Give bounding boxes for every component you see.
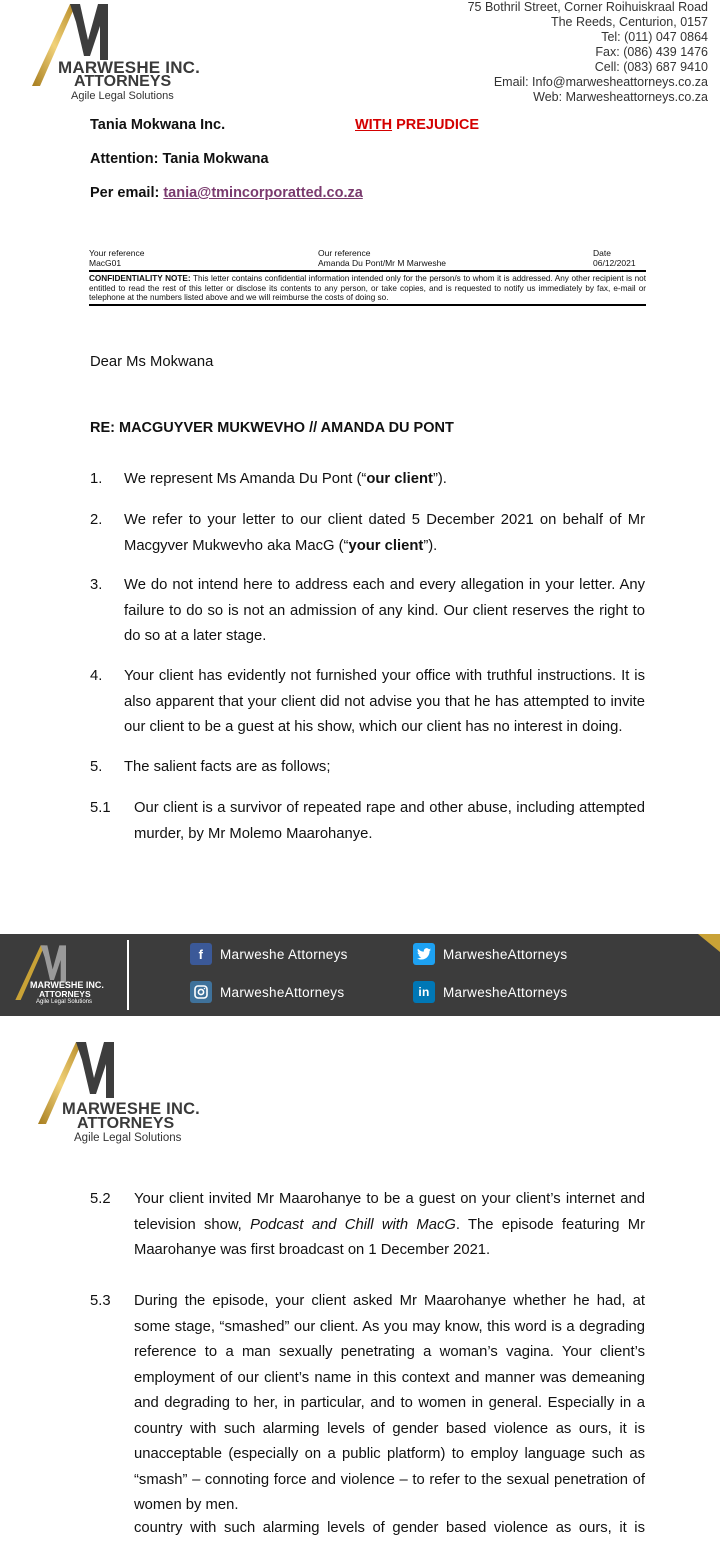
social-twitter[interactable] (413, 943, 567, 965)
contact-cell: Cell: (083) 687 9410 (594, 60, 708, 74)
para-5-2-text-c: . The episode featuring Mr Maarohanye was first broadcast on 1 December 2021. (134, 1216, 645, 1258)
para-2-number: 2. (90, 512, 103, 528)
contact-fax: Fax: (086) 439 1476 (595, 45, 708, 59)
attention-line: Attention: Tania Mokwana (90, 151, 269, 167)
overflow-line: country with such alarming levels of gender based violence as ours, it is (134, 1520, 645, 1536)
instagram-icon (190, 981, 212, 1003)
our-reference-label: Our reference (318, 248, 371, 258)
addressee-firm: Tania Mokwana Inc. (90, 117, 226, 133)
para-1 (124, 467, 645, 493)
contact-email[interactable]: Email: Info@marwesheattorneys.co.za (493, 75, 708, 89)
para-2-defined-term: your client (348, 537, 424, 554)
footer-divider (127, 940, 129, 1010)
linkedin-label: MarwesheAttorneys (443, 984, 568, 1000)
date-label: Date (593, 248, 611, 258)
prejudice-label (355, 117, 479, 133)
confidentiality-label: CONFIDENTIALITY NOTE: (89, 274, 191, 283)
logo-firm-name: MARWESHE INC. (58, 58, 201, 77)
confidentiality-text: This letter contains confidential information intended only for the person/s to whom it is addressed. Any other recipient is not entitled to read the rest of this letter or disclose its contents to any person, or take copies, and is requested to notify us immediately by fax, e-mail or telephone at the numbers listed above and we will reimburse the costs of doing so. (89, 274, 647, 302)
para-2-text-c: ”). (423, 537, 438, 554)
our-reference-value: Amanda Du Pont/Mr M Marweshe (318, 258, 447, 268)
social-facebook[interactable] (190, 943, 348, 965)
para-4: Your client has evidently not furnished your office with truthful instructions. It is also apparent that your client did not advise you that he has attempted to invite our client to be a guest at his show, which our client has no interest in doing. (124, 668, 645, 735)
your-reference-label: Your reference (89, 248, 145, 258)
facebook-icon: f (190, 943, 212, 965)
para-2-text-a: We refer to your letter to our client dated 5 December 2021 on behalf of Mr Macgyver Mukwevho aka MacG (“ (124, 512, 645, 554)
page-2-logo (34, 1034, 214, 1146)
twitter-label: MarwesheAttorneys (443, 946, 568, 962)
your-reference-value: MacG01 (89, 258, 122, 268)
footer-logo-tagline: Agile Legal Solutions (36, 999, 93, 1005)
para-3-number: 3. (90, 577, 103, 593)
date-value: 06/12/2021 (593, 258, 636, 268)
logo-tagline: Agile Legal Solutions (71, 90, 174, 102)
para-5-2-text-a: Your client invited Mr Maarohanye to be a guest on your client’s internet and television show, (134, 1191, 645, 1233)
contact-web[interactable]: Web: Marwesheattorneys.co.za (533, 90, 708, 104)
page-footer (0, 934, 720, 1016)
para-2 (124, 508, 645, 559)
para-4-number: 4. (90, 668, 103, 684)
page-2-logo-type: ATTORNEYS (77, 1115, 175, 1132)
salutation: Dear Ms Mokwana (90, 354, 214, 370)
para-5-1: Our client is a survivor of repeated rape and other abuse, including attempted murder, by Mr Molemo Maarohanye. (134, 800, 645, 842)
para-5: The salient facts are as follows; (124, 759, 331, 775)
footer-corner-accent-icon (698, 934, 720, 952)
footer-logo-type: ATTORNEYS (39, 989, 91, 999)
prejudice-with: WITH (355, 117, 393, 133)
para-5-2-show-title: Podcast and Chill with MacG (250, 1216, 456, 1233)
subject-line: RE: MACGUYVER MUKWEVHO // AMANDA DU PONT (90, 420, 454, 436)
facebook-label: Marweshe Attorneys (220, 946, 348, 962)
footer-logo-name: MARWESHE INC. (30, 980, 104, 990)
twitter-icon (413, 943, 435, 965)
page-2-logo-name: MARWESHE INC. (62, 1100, 200, 1118)
instagram-label: MarwesheAttorneys (220, 984, 345, 1000)
para-5-1-number: 5.1 (90, 800, 111, 816)
para-1-number: 1. (90, 471, 103, 487)
footer-logo (14, 942, 114, 1012)
para-5-3-number: 5.3 (90, 1293, 111, 1309)
para-5-3: During the episode, your client asked Mr Maarohanye whether he had, at some stage, “smashed” our client. As you may know, this word is a degrading reference to a man sexually penetrating a woman’s vagina. Your client’s employment of our client’s name in this context and manner was demeaning and degrading to her, in particular, and to women in general. Especially in a country with such alarming levels of gender based violence as ours, it is unacceptable (especially on a public platform) to employ language such as “smash” – connoting force and violence – to refer to the sexual penetration of women by men. (134, 1293, 645, 1513)
social-instagram[interactable] (190, 981, 344, 1003)
linkedin-icon: in (413, 981, 435, 1003)
logo-firm-type: ATTORNEYS (74, 73, 172, 90)
contact-block (468, 0, 708, 105)
letterhead-logo (28, 0, 208, 104)
contact-tel: Tel: (011) 047 0864 (601, 30, 708, 44)
para-5-2-number: 5.2 (90, 1191, 111, 1207)
para-5-number: 5. (90, 759, 103, 775)
per-email-line (90, 185, 363, 201)
contact-address-1: 75 Bothril Street, Corner Roihuiskraal Road (467, 0, 708, 14)
addressee-email-link[interactable]: tania@tmincorporatted.co.za (163, 185, 363, 201)
prejudice-rest: PREJUDICE (392, 117, 480, 133)
contact-address-2: The Reeds, Centurion, 0157 (550, 15, 708, 29)
page-2-logo-tagline: Agile Legal Solutions (74, 1132, 182, 1144)
per-email-label: Per email: (90, 185, 164, 201)
para-1-defined-term: our client (366, 471, 433, 487)
para-1-text-a: We represent Ms Amanda Du Pont (“ (124, 471, 367, 487)
para-3: We do not intend here to address each and every allegation in your letter. Any failure to do so is not an admission of any kind. Our client reserves the right to do so at a later stage. (124, 577, 645, 644)
social-linkedin[interactable] (413, 981, 567, 1003)
para-1-text-c: ”). (432, 471, 447, 487)
para-5-2 (134, 1187, 645, 1264)
confidentiality-note (89, 270, 646, 306)
